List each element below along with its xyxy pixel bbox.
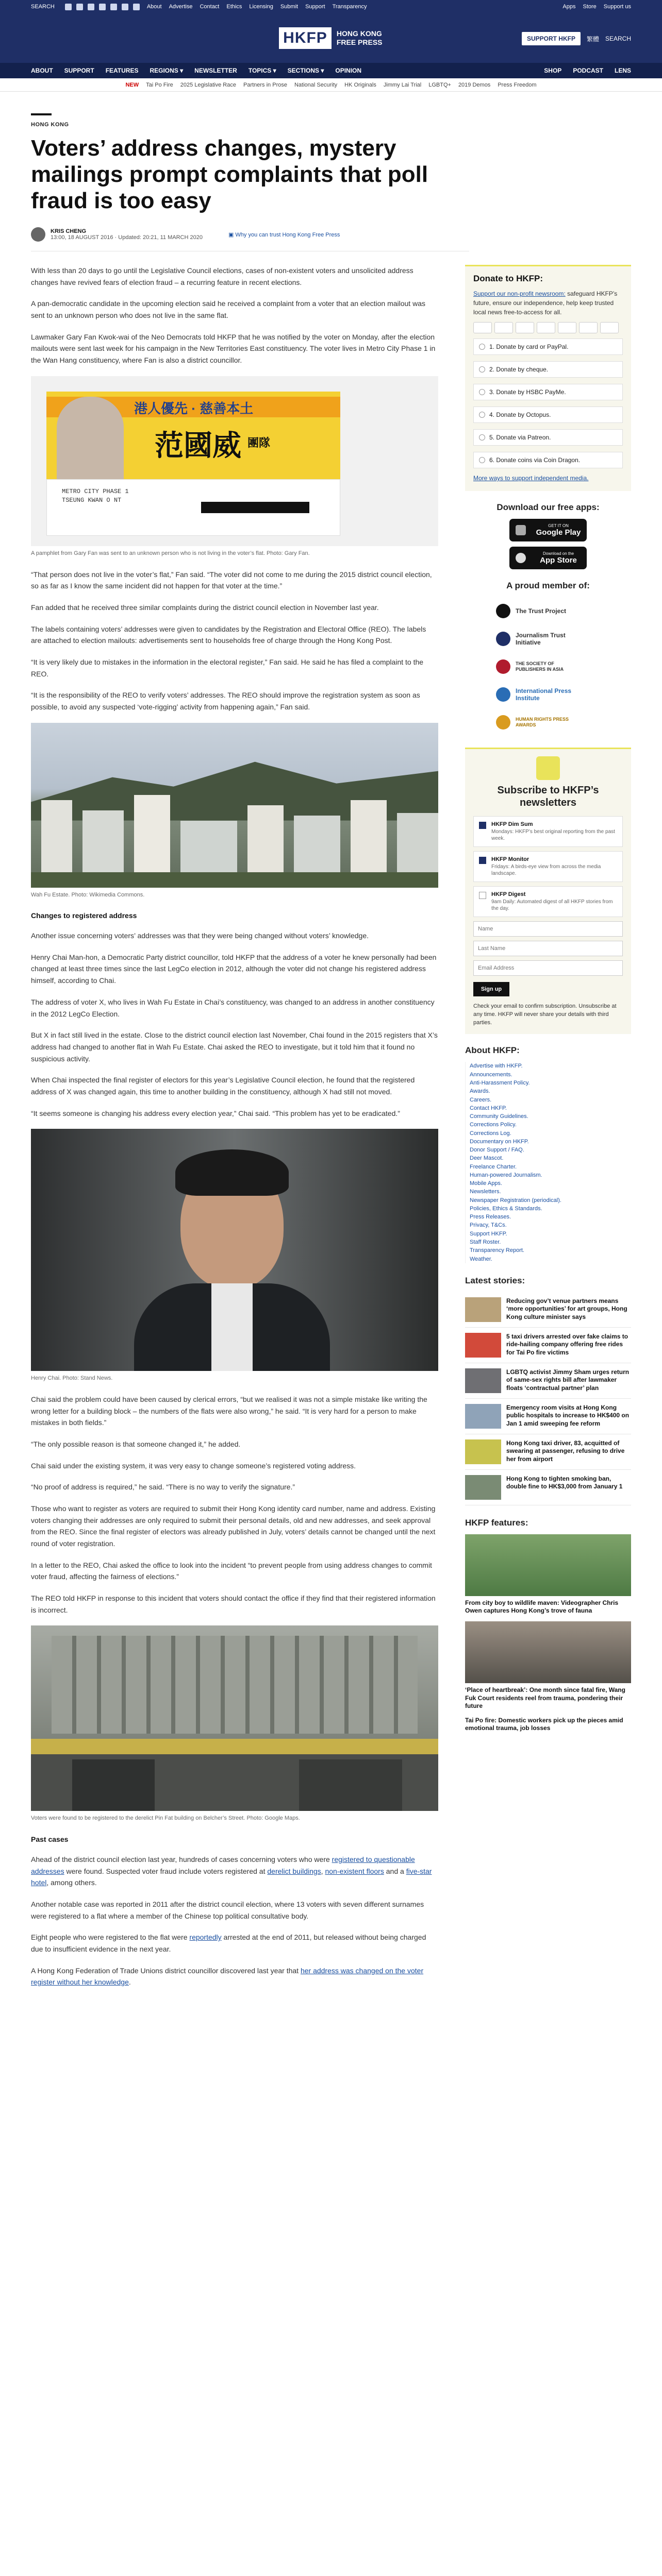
paragraph	[31, 1965, 438, 1988]
figure-caption: A pamphlet from Gary Fan was sent to an unknown person who is not living in the voter’s flat. Photo: Gary Fan.	[31, 550, 310, 556]
newsletter-name: HKFP Dim Sum	[491, 821, 533, 828]
latest-story[interactable]	[465, 1328, 631, 1363]
trending-link[interactable]: 2025 Legislative Race	[180, 81, 236, 88]
apple-icon	[516, 553, 526, 563]
trending-link[interactable]: Partners in Prose	[243, 81, 287, 88]
latest-story[interactable]	[465, 1363, 631, 1399]
store-big-text: App Store	[540, 556, 577, 565]
paragraph: A pan-democratic candidate in the upcoming election said he received a complaint from a voter that an election mailout was sent to an unknown person who does not live in the same flat.	[31, 299, 425, 320]
top-link-store[interactable]: Store	[583, 4, 597, 10]
estate-photo[interactable]	[31, 723, 438, 888]
top-link-submit[interactable]: Submit	[280, 4, 299, 10]
nav-newsletter[interactable]: NEWSLETTER	[194, 67, 237, 74]
last-name-field[interactable]	[473, 941, 623, 956]
newsletter-name: HKFP Digest	[491, 891, 526, 897]
about-link[interactable]: Community Guidelines.	[470, 1113, 528, 1120]
newsletter-desc: Fridays: A birds-eye view from across the media landscape.	[491, 863, 601, 877]
about-link[interactable]: Newspaper Registration (periodical).	[470, 1197, 561, 1204]
about-title: About HKFP:	[465, 1045, 520, 1056]
story-title: Emergency room visits at Hong Kong public hospitals to increase to HK$400 on Jan 1 amid sweeping fee reform	[506, 1403, 630, 1427]
amex-icon	[516, 322, 534, 333]
trending-link[interactable]: National Security	[294, 81, 338, 88]
text-run: .	[128, 1978, 131, 1987]
newsletter-fine-print: Check your email to confirm subscription. Unsubscribe at any time. HKFP will never share your details with third parties.	[473, 1003, 617, 1026]
story-title: 5 taxi drivers arrested over fake claims to ride-hailing company offering free rides for Tai Po fire victims	[506, 1332, 628, 1356]
sopa-icon	[496, 659, 510, 674]
figure-caption: Wah Fu Estate. Photo: Wikimedia Commons.	[31, 891, 145, 898]
payment-icons	[473, 322, 623, 333]
latest-story[interactable]	[465, 1434, 631, 1470]
about-link[interactable]: Documentary on HKFP.	[470, 1138, 529, 1145]
about-link[interactable]: Newsletters.	[470, 1189, 501, 1195]
story-thumbnail	[465, 1333, 501, 1358]
paragraph: The REO told HKFP in response to this incident that voters should contact the office if they find that their registered information is incorrect.	[31, 1594, 436, 1614]
language-toggle[interactable]: 繁體	[586, 35, 599, 43]
trending-bar	[0, 78, 662, 92]
newsletter-option[interactable]	[473, 886, 623, 917]
about-link[interactable]: Deer Mascot.	[470, 1155, 504, 1162]
subheading: Past cases	[31, 1835, 69, 1844]
text-run: were found. Suspected voter fraud include voters registered at	[64, 1867, 268, 1875]
text-run: A Hong Kong Federation of Trade Unions district councillor discovered last year that	[31, 1966, 301, 1975]
ipi-icon	[496, 687, 510, 702]
donate-link[interactable]: Support our non-profit newsroom:	[473, 290, 566, 298]
top-link-contact[interactable]: Contact	[200, 4, 220, 10]
about-link[interactable]: Mobile Apps.	[470, 1180, 502, 1187]
nav-podcast[interactable]: PODCAST	[573, 67, 603, 74]
story-title: Hong Kong taxi driver, 83, acquitted of swearing at passenger, refusing to drive her from airport	[506, 1439, 625, 1463]
about-link[interactable]: Announcements.	[470, 1071, 512, 1078]
figure-portrait	[31, 1129, 438, 1383]
twitter-icon[interactable]	[76, 4, 83, 10]
newsletter-icon	[536, 756, 560, 780]
about-link[interactable]: Donor Support / FAQ.	[470, 1147, 524, 1154]
top-link-support[interactable]: Support	[305, 4, 325, 10]
donate-text: safeguard HKFP’s future, ensure our independence, help keep trusted local news free-to-access for all.	[473, 290, 618, 316]
about-link[interactable]: Press Releases.	[470, 1214, 511, 1221]
paragraph: “It seems someone is changing his address every election year,” Chai said. “This problem has yet to be eradicated.”	[31, 1109, 400, 1117]
member-logo[interactable]	[465, 681, 631, 708]
radio-icon	[479, 457, 485, 463]
features-title: HKFP features:	[465, 1517, 528, 1528]
logo-text: HONG KONG FREE PRESS	[336, 29, 383, 46]
support-hkfp-button[interactable]: SUPPORT HKFP	[522, 32, 581, 45]
paragraph: Lawmaker Gary Fan Kwok-wai of the Neo Democrats told HKFP that he was notified by the voter on Monday, after the election mailouts were sent last week for his campaign in the New Territories East constituency. The voter lives in Metro City Phase 1 in the Wan Hang constituency, where Fan is also a district councillor.	[31, 332, 436, 365]
about-link[interactable]: Corrections Policy.	[470, 1122, 517, 1128]
apps-title: Download our free apps:	[496, 502, 600, 513]
article-body	[31, 265, 438, 1998]
page-title: Voters’ address changes, mystery mailings prompt complaints that poll fraud is too easy	[31, 135, 428, 214]
nav-support[interactable]: SUPPORT	[64, 67, 94, 74]
member-name: THE SOCIETY OF PUBLISHERS IN ASIA	[516, 661, 564, 672]
about-link[interactable]: Support HKFP.	[470, 1230, 507, 1237]
link-questionable-addresses[interactable]: registered to questionable addresses	[31, 1855, 415, 1875]
text-run: and a	[384, 1867, 406, 1875]
donate-option[interactable]	[473, 384, 623, 400]
paragraph: Another notable case was reported in 2011 after the district council election, where 13 voters with seven different surnames were registered to a flat where a member of the Chinese top political consultative body.	[31, 1900, 424, 1920]
feature-title: From city boy to wildlife maven: Videographer Chris Owen captures Hong Kong’s trove of fauna	[465, 1599, 619, 1615]
about-link[interactable]: Transparency Report.	[470, 1247, 524, 1254]
text-run: arrested at the end of 2011, but released without being charged due to insufficient evidence in the next year.	[31, 1933, 426, 1953]
paragraph: “It is the responsibility of the REO to verify voters’ addresses. The REO should improve the registration system as soon as possible, to avoid any suspected ‘vote-rigging’ activity from happening again,” Fan said.	[31, 691, 420, 711]
logo-mark: HKFP	[279, 27, 332, 49]
nav-sections[interactable]: SECTIONS ▾	[287, 67, 324, 74]
site-logo[interactable]	[279, 27, 383, 49]
figure-caption: Voters were found to be registered to the derelict Pin Fat building on Belcher’s Street. Photo: Google Maps.	[31, 1815, 300, 1822]
paragraph: “No proof of address is required,” he said. “There is no way to verify the signature.”	[31, 1483, 295, 1492]
byline	[31, 227, 631, 242]
pamphlet-address-line: METRO CITY PHASE 1	[62, 487, 129, 495]
subheading: Changes to registered address	[31, 911, 137, 920]
patreon-icon	[600, 322, 619, 333]
newsletter-option[interactable]	[473, 851, 623, 882]
search-link[interactable]: SEARCH	[31, 4, 55, 10]
paragraph	[31, 1931, 438, 1955]
top-link-ethics[interactable]: Ethics	[226, 4, 242, 10]
latest-story[interactable]	[465, 1470, 631, 1505]
header-actions	[522, 32, 631, 45]
social-icons	[65, 4, 140, 10]
nav-shop[interactable]: SHOP	[544, 67, 562, 74]
paragraph	[31, 1854, 438, 1889]
donate-option[interactable]	[473, 406, 623, 423]
radio-icon	[479, 389, 485, 395]
story-title: Reducing gov’t venue partners means ‘more opportunities’ for art groups, Hong Kong culture minister says	[506, 1297, 627, 1320]
store-big-text: Google Play	[536, 528, 581, 537]
figure-building	[31, 1625, 438, 1823]
about-link[interactable]: Careers.	[470, 1096, 492, 1103]
top-link-licensing[interactable]: Licensing	[249, 4, 273, 10]
paypal-icon	[537, 322, 555, 333]
member-logo[interactable]	[465, 597, 631, 625]
pamphlet-name: 范國威	[155, 429, 241, 462]
rss-icon[interactable]	[133, 4, 140, 10]
about-widget	[465, 1045, 631, 1263]
top-link-transparency[interactable]: Transparency	[332, 4, 367, 10]
pamphlet-image[interactable]	[31, 376, 438, 546]
nav-lens[interactable]: LENS	[614, 67, 631, 74]
donate-widget	[465, 265, 631, 491]
visa-icon	[473, 322, 492, 333]
figure-caption: Henry Chai. Photo: Stand News.	[31, 1375, 113, 1382]
email-icon[interactable]	[110, 4, 117, 10]
nav-opinion[interactable]: OPINION	[335, 67, 362, 74]
paragraph: Henry Chai Man-hon, a Democratic Party district councillor, told HKFP that the address of a voter he knew personally had been changed at least three times since the last LegCo election in 2012, although the voter did not change his registered address himself, according to Chai.	[31, 953, 437, 985]
paragraph: “That person does not live in the voter’s flat,” Fan said. “The voter did not come to me during the 2015 district council election, so as far as I know the same incident did not happen for that voter at the time.”	[31, 570, 432, 590]
nav-about[interactable]: ABOUT	[31, 67, 53, 74]
feature-image	[465, 1621, 631, 1683]
top-utility-bar	[0, 0, 662, 13]
member-widget	[465, 581, 631, 736]
instagram-icon[interactable]	[88, 4, 94, 10]
link-non-existent-floors[interactable]: non-existent floors	[325, 1867, 384, 1875]
top-link-advertise[interactable]: Advertise	[169, 4, 193, 10]
nav-regions[interactable]: REGIONS ▾	[150, 67, 184, 74]
pamphlet-banner: 港人優先 · 慈善本土	[134, 400, 254, 416]
portrait-photo[interactable]	[31, 1129, 438, 1371]
about-link[interactable]: Advertise with HKFP.	[470, 1063, 523, 1070]
header-search[interactable]: SEARCH	[605, 35, 631, 42]
donate-option-label: 4. Donate by Octopus.	[489, 411, 551, 419]
building-photo[interactable]	[31, 1625, 438, 1811]
member-name: International Press Institute	[516, 687, 572, 702]
trending-link[interactable]: 2019 Demos	[458, 81, 491, 88]
feature-title: ‘Place of heartbreak’: One month since fatal fire, Wang Fuk Court residents reel from trauma, pondering their future	[465, 1686, 625, 1710]
store-small-text: Download on the	[542, 551, 574, 556]
member-logo[interactable]	[465, 708, 631, 736]
link-five-star-hotel[interactable]: five-star hotel	[31, 1867, 432, 1887]
author-avatar	[31, 227, 45, 242]
checkbox-icon[interactable]	[479, 857, 486, 864]
paragraph: “The only possible reason is that someone changed it,” he added.	[31, 1440, 241, 1449]
features-widget	[465, 1518, 631, 1733]
about-link[interactable]: Staff Roster.	[470, 1239, 501, 1246]
story-title: LGBTQ activist Jimmy Sham urges return of same-sex rights bill after lawmaker floats ‘contractual partner’ plan	[506, 1368, 630, 1392]
donate-option-label: 3. Donate by HSBC PayMe.	[489, 388, 566, 396]
about-link[interactable]: Awards.	[470, 1088, 490, 1095]
paragraph: Chai said under the existing system, it was very easy to change someone’s registered voting address.	[31, 1461, 356, 1470]
donate-option[interactable]	[473, 338, 623, 355]
story-thumbnail	[465, 1297, 501, 1322]
latest-story[interactable]	[465, 1399, 631, 1434]
trending-link[interactable]: HK Originals	[344, 81, 376, 88]
top-link-about[interactable]: About	[146, 4, 162, 10]
top-link-apps[interactable]: Apps	[562, 4, 576, 10]
new-badge: NEW	[125, 81, 139, 88]
text-run: ,	[321, 1867, 325, 1875]
feature-story[interactable]	[465, 1717, 631, 1733]
trust-link[interactable]: ▣ Why you can trust Hong Kong Free Press	[228, 231, 340, 238]
newsletter-widget	[465, 748, 631, 1034]
email-field[interactable]	[473, 960, 623, 976]
nav-features[interactable]: FEATURES	[105, 67, 139, 74]
about-link[interactable]: Privacy, T&Cs.	[470, 1222, 507, 1229]
checkbox-icon[interactable]	[479, 892, 486, 899]
donate-option-label: 6. Donate coins via Coin Dragon.	[489, 456, 581, 464]
nav-topics[interactable]: TOPICS ▾	[248, 67, 276, 74]
checkbox-icon[interactable]	[479, 822, 486, 829]
figure-estate	[31, 723, 438, 900]
link-derelict-buildings[interactable]: derelict buildings	[267, 1867, 321, 1875]
octopus-icon	[579, 322, 598, 333]
top-link-support-us[interactable]: Support us	[603, 4, 631, 10]
story-thumbnail	[465, 1368, 501, 1393]
feature-story[interactable]	[465, 1534, 631, 1615]
trending-link[interactable]: Tai Po Fire	[146, 81, 173, 88]
paragraph: When Chai inspected the final register of electors for this year’s Legislative Council election, he found that the registered address of X was changed again, this time to another building in the constituency, although X had still not moved.	[31, 1076, 415, 1096]
donate-option-label: 5. Donate via Patreon.	[489, 434, 551, 442]
radio-icon	[479, 412, 485, 418]
latest-story[interactable]	[465, 1292, 631, 1328]
member-name: Journalism Trust Initiative	[516, 631, 566, 647]
feature-image	[465, 1534, 631, 1596]
signup-button[interactable]: Sign up	[473, 982, 509, 996]
story-thumbnail	[465, 1439, 501, 1464]
payme-icon	[558, 322, 576, 333]
paragraph: Another issue concerning voters’ addresses was that they were being changed without voters’ knowledge.	[31, 931, 369, 940]
story-thumbnail	[465, 1404, 501, 1429]
radio-icon	[479, 366, 485, 372]
trending-link[interactable]: LGBTQ+	[428, 81, 451, 88]
page-container	[31, 113, 631, 1998]
figure-pamphlet	[31, 376, 438, 558]
jti-icon	[496, 632, 510, 646]
member-name: The Trust Project	[516, 607, 567, 615]
latest-widget	[465, 1276, 631, 1505]
member-name: HUMAN RIGHTS PRESS AWARDS	[516, 717, 569, 728]
latest-title: Latest stories:	[465, 1275, 525, 1285]
kicker-rule	[31, 113, 52, 115]
member-title: A proud member of:	[506, 581, 590, 591]
donate-option[interactable]	[473, 452, 623, 468]
feature-story[interactable]	[465, 1621, 631, 1710]
paragraph: Chai said the problem could have been caused by clerical errors, “but we realised it was not a simple mistake like writing the wrong letter for a building block – the numbers of the flats were also wrong,” he said. “It is very hard for a person to make mistakes in both fields.”	[31, 1395, 427, 1427]
trust-project-icon	[496, 604, 510, 618]
newsletter-name: HKFP Monitor	[491, 856, 529, 862]
newsletter-desc: 9am Daily: Automated digest of all HKFP stories from the day.	[491, 899, 613, 912]
paragraph: With less than 20 days to go until the Legislative Council elections, cases of non-existent voters and unsolicited address changes have revived fears of election fraud – a recurring feature in recent elections.	[31, 266, 413, 286]
linkedin-icon[interactable]	[122, 4, 128, 10]
paragraph: But X in fact still lived in the estate. Close to the district council election last November, Chai found in the 2015 registers that X’s address had changed to another flat in Wah Fu Estate. Chai asked the REO to investigate, but it told him that it found no suspicious activity.	[31, 1031, 438, 1063]
link-address-changed[interactable]: her address was changed on the voter register without her knowledge	[31, 1966, 424, 1987]
text-run: Eight people who were registered to the flat were	[31, 1933, 190, 1942]
donate-blurb	[473, 289, 623, 317]
paragraph: The address of voter X, who lives in Wah Fu Estate in Chai’s constituency, was changed to an address in another constituency in the 2012 LegCo Election.	[31, 997, 435, 1018]
main-nav	[0, 63, 662, 78]
about-link[interactable]: Policies, Ethics & Standards.	[470, 1205, 542, 1212]
member-logo[interactable]	[465, 625, 631, 653]
newsletter-desc: Mondays: HKFP’s best original reporting from the past week.	[491, 828, 615, 842]
paragraph: Fan added that he received three similar complaints during the district council election in November last year.	[31, 603, 379, 612]
pamphlet-address-line: TSEUNG KWAN O NT	[62, 496, 122, 504]
newsletter-title: Subscribe to HKFP’s newsletters	[497, 785, 599, 809]
about-link[interactable]: Weather.	[470, 1256, 492, 1262]
about-list	[465, 1062, 631, 1263]
story-title: Hong Kong to tighten smoking ban, double fine to HK$3,000 from January 1	[506, 1475, 623, 1490]
trending-link[interactable]: Jimmy Lai Trial	[383, 81, 422, 88]
about-link[interactable]: Anti-Harassment Policy.	[470, 1079, 530, 1086]
pamphlet-team: 團隊	[247, 436, 271, 449]
paragraph: “It is very likely due to mistakes in the information in the electoral register,” Fan said. He said he has filed a complaint to the REO.	[31, 657, 424, 678]
google-play-button[interactable]	[509, 519, 587, 541]
trending-link[interactable]: Press Freedom	[498, 81, 537, 88]
radio-icon	[479, 344, 485, 350]
story-thumbnail	[465, 1475, 501, 1500]
facebook-icon[interactable]	[65, 4, 72, 10]
author-name[interactable]: KRIS CHENG	[51, 228, 87, 235]
apps-widget	[465, 502, 631, 569]
donate-title: Donate to HKFP:	[473, 274, 543, 284]
store-small-text: GET IT ON	[548, 523, 569, 529]
donate-option-label: 2. Donate by cheque.	[489, 366, 549, 374]
app-store-button[interactable]	[509, 547, 587, 569]
publish-dates: 13:00, 18 AUGUST 2016 · Updated: 20:21, 11 MARCH 2020	[51, 234, 203, 241]
link-reportedly[interactable]: reportedly	[189, 1933, 222, 1942]
google-play-icon	[516, 525, 526, 535]
donate-option[interactable]	[473, 361, 623, 378]
press-awards-icon	[496, 715, 510, 730]
sidebar	[465, 265, 631, 1998]
site-header	[0, 13, 662, 63]
paragraph: Those who want to register as voters are required to submit their Hong Kong identity card number, name and address. Existing voters changing their addresses are only required to submit their personal details, old and new addresses, and seek approval from the REO. Since the final register of electors was already published in July, voters’ details cannot be changed until the next round of voter registration.	[31, 1504, 436, 1548]
name-field[interactable]	[473, 921, 623, 937]
radio-icon	[479, 434, 485, 440]
paragraph: The labels containing voters’ addresses were given to candidates by the Registration and Electoral Office (REO). The labels are attached to election mailouts: advertisements sent to households free of charge through the Hong Kong Post.	[31, 624, 426, 645]
about-link[interactable]: Human-powered Journalism.	[470, 1172, 542, 1178]
paragraph: In a letter to the REO, Chai asked the office to look into the incident “to prevent people from using address changes to commit voter fraud, affecting the fairness of elections.”	[31, 1561, 432, 1581]
text-run: , among others.	[46, 1878, 97, 1887]
trust-link-label: Why you can trust Hong Kong Free Press	[235, 231, 340, 238]
more-ways-link[interactable]: More ways to support independent media.	[473, 474, 589, 482]
about-link[interactable]: Corrections Log.	[470, 1130, 511, 1137]
mastercard-icon	[494, 322, 513, 333]
feature-title: Tai Po fire: Domestic workers pick up the pieces amid emotional trauma, job losses	[465, 1716, 623, 1732]
text-run: Ahead of the district council election last year, hundreds of cases concerning voters who were	[31, 1855, 332, 1863]
donate-option[interactable]	[473, 429, 623, 446]
about-link[interactable]: Contact HKFP.	[470, 1105, 507, 1111]
donate-option-label: 1. Donate by card or PayPal.	[489, 343, 569, 351]
member-logo[interactable]	[465, 653, 631, 681]
section-label[interactable]: HONG KONG	[31, 122, 69, 128]
about-link[interactable]: Freelance Charter.	[470, 1163, 517, 1170]
newsletter-option[interactable]	[473, 816, 623, 847]
youtube-icon[interactable]	[99, 4, 106, 10]
